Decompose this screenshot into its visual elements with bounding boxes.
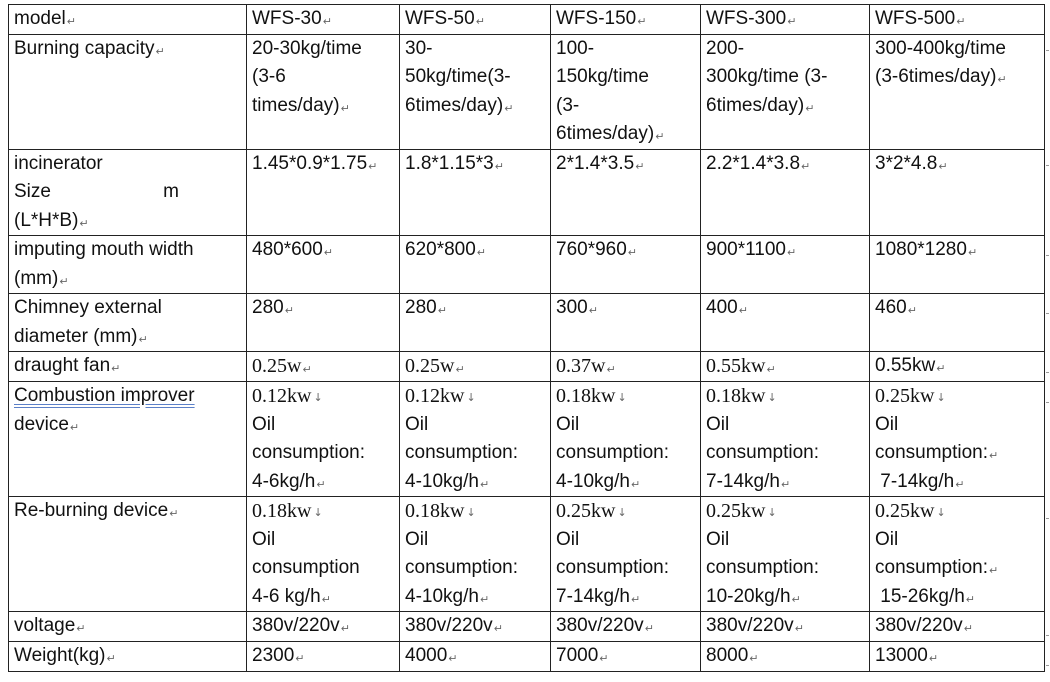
row-label-cell [9,34,247,149]
cell-line: imputing mouth width [14,239,194,260]
row-label-cell: voltage↵ [9,612,247,642]
line-break-icon: ↓ [313,506,323,519]
cell-line: 30- [405,37,433,59]
cell-line: Oil [706,528,730,550]
table-header-row [9,5,1045,35]
line-break-icon: ↓ [617,391,627,404]
paragraph-mark-icon: ↵ [323,246,334,259]
value-cell [400,34,551,149]
header-model-cell [400,5,551,35]
table-row [9,34,1045,149]
value-cell: 0.37w↵ [551,352,701,382]
cell-line: Oil [405,528,429,550]
cell-line: consumption: [706,442,820,463]
row-label-cell [9,382,247,497]
cell-line: 0.18kw ↓ [706,385,777,407]
paragraph-mark-icon: ↵ [766,363,776,376]
paragraph-mark-icon: ↵ [59,274,69,288]
table-row [9,149,1045,236]
cell-line: Oil [252,528,276,550]
value-cell: 0.55kw↵ [870,352,1045,382]
value-cell [247,34,400,149]
cell-line: consumption: [556,442,670,463]
cell-line: 7-14kg/h↵ [556,585,641,607]
row-end-marker [1046,635,1049,636]
header-model-cell [551,5,701,35]
cell-line: device↵ [14,413,80,435]
paragraph-mark-icon: ↵ [956,15,966,28]
paragraph-mark-icon: ↵ [655,130,665,143]
value-cell [551,34,701,149]
value-cell: 280↵ [247,294,400,352]
cell-line: (3- [556,94,580,116]
value-cell: 1.45*0.9*1.75↵ [247,149,400,236]
line-break-icon: ↓ [936,391,946,404]
value-cell: 0.25w↵ [400,352,551,382]
cell-line: 4-10kg/h↵ [556,470,641,492]
value-cell: 1080*1280↵ [870,236,1045,294]
cell-line: 4-10kg/h↵ [405,470,490,492]
paragraph-mark-icon: ↵ [69,420,80,434]
paragraph-mark-icon: ↵ [322,15,332,28]
cell-line: Chimney external [14,297,162,318]
paragraph-mark-icon: ↵ [955,477,965,491]
paragraph-mark-icon: ↵ [284,304,294,317]
row-end-marker [1046,372,1049,373]
cell-line: Oil [875,413,899,435]
cell-line: (mm)↵ [14,267,69,289]
line-break-icon: ↓ [466,391,476,404]
paragraph-mark-icon: ↵ [448,652,458,665]
cell-line: 0.25kw ↓ [875,500,946,522]
value-cell: 380v/220v↵ [247,612,400,642]
cell-line: 200- [706,37,745,59]
value-cell: 300↵ [551,294,701,352]
value-cell: 380v/220v↵ [870,612,1045,642]
header-model-cell [701,5,870,35]
paragraph-mark-icon: ↵ [936,362,946,375]
paragraph-mark-icon: ↵ [302,363,312,376]
header-model-cell [870,5,1045,35]
paragraph-mark-icon: ↵ [928,652,939,665]
paragraph-mark-icon: ↵ [475,15,485,28]
paragraph-mark-icon: ↵ [295,652,305,665]
paragraph-mark-icon: ↵ [801,159,811,173]
value-cell: 900*1100↵ [701,236,870,294]
table-row [9,642,1045,672]
paragraph-mark-icon: ↵ [637,15,647,28]
value-cell: 380v/220v↵ [551,612,701,642]
paragraph-mark-icon: ↵ [66,15,76,28]
model-name: WFS-30 [252,8,322,29]
value-cell [400,497,551,612]
header-label: model [14,8,66,29]
cell-line: 15-26kg/h↵ [875,585,976,607]
paragraph-mark-icon: ↵ [630,592,641,606]
cell-line: consumption: [706,557,820,578]
table-row [9,294,1045,352]
cell-line: 0.12kw ↓ [252,385,323,407]
paragraph-mark-icon: ↵ [340,622,350,635]
paragraph-mark-icon: ↵ [786,246,797,259]
paragraph-mark-icon: ↵ [907,304,917,317]
cell-line: 6times/day)↵ [706,94,815,116]
row-end-marker [1046,518,1049,519]
value-cell: 2.2*1.4*3.8↵ [701,149,870,236]
paragraph-mark-icon: ↵ [455,363,465,376]
value-cell [247,497,400,612]
paragraph-mark-icon: ↵ [321,592,331,606]
value-cell: 280↵ [400,294,551,352]
line-break-icon: ↓ [466,506,476,519]
line-break-icon: ↓ [767,391,777,404]
cell-line: consumption: [405,442,519,463]
paragraph-mark-icon: ↵ [644,622,654,635]
table-row [9,382,1045,497]
value-cell: 1.8*1.15*3↵ [400,149,551,236]
cell-line: 0.25kw ↓ [875,385,946,407]
paragraph-mark-icon: ↵ [738,304,748,317]
cell-line: Oil [875,528,899,550]
paragraph-mark-icon: ↵ [965,592,976,606]
cell-line: 100- [556,37,595,59]
cell-line: consumption:↵ [875,557,999,578]
paragraph-mark-icon: ↵ [479,592,490,606]
cell-line: Oil [556,413,580,435]
paragraph-mark-icon: ↵ [599,652,609,665]
row-end-marker [1046,665,1049,666]
paragraph-mark-icon: ↵ [635,159,645,173]
value-cell [870,34,1045,149]
paragraph-mark-icon: ↵ [967,246,978,259]
cell-line: 0.18kw ↓ [252,500,323,522]
cell-line: Oil [252,413,276,435]
value-cell: 7000↵ [551,642,701,672]
line-break-icon: ↓ [313,391,323,404]
value-cell: 2*1.4*3.5↵ [551,149,701,236]
value-cell: 760*960↵ [551,236,701,294]
cell-line: consumption: [556,557,670,578]
cell-line: Oil [556,528,580,550]
value-cell [551,382,701,497]
cell-line: 6times/day)↵ [556,123,665,144]
paragraph-mark-icon: ↵ [989,449,999,462]
model-name: WFS-150 [556,8,637,29]
paragraph-mark-icon: ↵ [340,101,350,115]
paragraph-mark-icon: ↵ [368,159,378,173]
value-cell: 2300↵ [247,642,400,672]
table-row [9,497,1045,612]
model-name: WFS-500 [875,8,956,29]
cell-line: 0.18kw ↓ [405,500,476,522]
value-cell: 620*800↵ [400,236,551,294]
cell-line: (L*H*B)↵ [14,209,89,231]
row-label-cell: Re-burning device↵ [9,497,247,612]
header-model-cell [247,5,400,35]
cell-line: 20-30kg/time [252,37,362,59]
row-end-marker [1046,50,1049,51]
cell-line: 6times/day)↵ [405,94,514,116]
paragraph-mark-icon: ↵ [997,73,1007,86]
paragraph-mark-icon: ↵ [76,622,86,635]
cell-line: 50kg/time(3- [405,66,511,87]
cell-line: 300-400kg/time [875,37,1006,59]
paragraph-mark-icon: ↵ [437,304,447,317]
paragraph-mark-icon: ↵ [791,592,801,606]
paragraph-mark-icon: ↵ [938,159,948,173]
cell-line: (3-6times/day)↵ [875,66,1007,87]
paragraph-mark-icon: ↵ [494,159,504,173]
cell-line: 7-14kg/h↵ [706,470,791,492]
cell-line: times/day)↵ [252,94,350,116]
paragraph-mark-icon: ↵ [588,304,598,317]
value-cell [701,382,870,497]
cell-line: diameter (mm)↵ [14,325,148,347]
row-label-cell [9,294,247,352]
paragraph-mark-icon: ↵ [787,15,797,28]
cell-line: 0.18kw ↓ [556,385,627,407]
row-label: Burning capacity [14,37,155,59]
paragraph-mark-icon: ↵ [111,362,121,375]
paragraph-mark-icon: ↵ [155,44,165,58]
header-label-cell [9,5,247,35]
paragraph-mark-icon: ↵ [138,332,148,346]
line-break-icon: ↓ [936,506,946,519]
value-cell: 8000↵ [701,642,870,672]
cell-line: 0.12kw ↓ [405,385,476,407]
cell-line: 4-6kg/h↵ [252,470,326,492]
model-name: WFS-300 [706,8,787,29]
paragraph-mark-icon: ↵ [316,477,326,491]
cell-line: consumption: [252,442,366,463]
cell-line: 10-20kg/h↵ [706,585,801,607]
cell-line: Size m [14,181,179,202]
paragraph-mark-icon: ↵ [780,477,791,491]
cell-line: 0.25kw ↓ [556,500,627,522]
value-cell [701,34,870,149]
paragraph-mark-icon: ↵ [106,652,116,665]
cell-line: consumption: [405,557,519,578]
cell-line: 7-14kg/h↵ [875,470,965,492]
row-end-marker [1046,255,1049,256]
line-break-icon: ↓ [767,506,777,519]
cell-line: incinerator [14,152,103,174]
row-label-cell [9,236,247,294]
row-end-marker [1046,313,1049,314]
table-row [9,236,1045,294]
cell-line: consumption:↵ [875,442,999,463]
value-cell [701,497,870,612]
value-cell: 13000↵ [870,642,1045,672]
cell-line: consumption [252,557,360,578]
incinerator-spec-table [8,4,1045,672]
row-label-cell [9,149,247,236]
value-cell: 0.55kw↵ [701,352,870,382]
paragraph-mark-icon: ↵ [476,246,487,259]
value-cell: 3*2*4.8↵ [870,149,1045,236]
paragraph-mark-icon: ↵ [630,477,641,491]
value-cell: 4000↵ [400,642,551,672]
paragraph-mark-icon: ↵ [504,101,514,115]
cell-line: 4-6 kg/h↵ [252,585,331,607]
paragraph-mark-icon: ↵ [169,507,179,520]
paragraph-mark-icon: ↵ [479,477,490,491]
table-row [9,612,1045,642]
value-cell [247,382,400,497]
value-cell: 480*600↵ [247,236,400,294]
value-cell: 380v/220v↵ [701,612,870,642]
paragraph-mark-icon: ↵ [627,246,638,259]
cell-line: 0.25kw ↓ [706,500,777,522]
paragraph-mark-icon: ↵ [749,652,759,665]
row-label-cell: draught fan↵ [9,352,247,382]
model-name: WFS-50 [405,8,475,29]
cell-line: 150kg/time [556,66,649,87]
cell-line: Oil [405,413,429,435]
cell-line: Oil [706,413,730,435]
paragraph-mark-icon: ↵ [963,622,973,635]
value-cell [551,497,701,612]
value-cell: 0.25w↵ [247,352,400,382]
line-break-icon: ↓ [617,506,627,519]
value-cell [400,382,551,497]
value-cell: 380v/220v↵ [400,612,551,642]
row-label-cell: Weight(kg)↵ [9,642,247,672]
value-cell [870,382,1045,497]
table-row [9,352,1045,382]
row-end-marker [1046,165,1049,166]
row-end-marker [1046,402,1049,403]
value-cell [870,497,1045,612]
cell-line: 4-10kg/h↵ [405,585,490,607]
paragraph-mark-icon: ↵ [805,101,815,115]
cell-line: 300kg/time (3- [706,66,828,87]
paragraph-mark-icon: ↵ [493,622,503,635]
value-cell: 400↵ [701,294,870,352]
paragraph-mark-icon: ↵ [606,363,616,376]
paragraph-mark-icon: ↵ [79,216,89,230]
paragraph-mark-icon: ↵ [794,622,804,635]
cell-line: Combustion improver [14,385,195,406]
paragraph-mark-icon: ↵ [989,564,999,577]
value-cell: 460↵ [870,294,1045,352]
cell-line: (3-6 [252,66,286,87]
